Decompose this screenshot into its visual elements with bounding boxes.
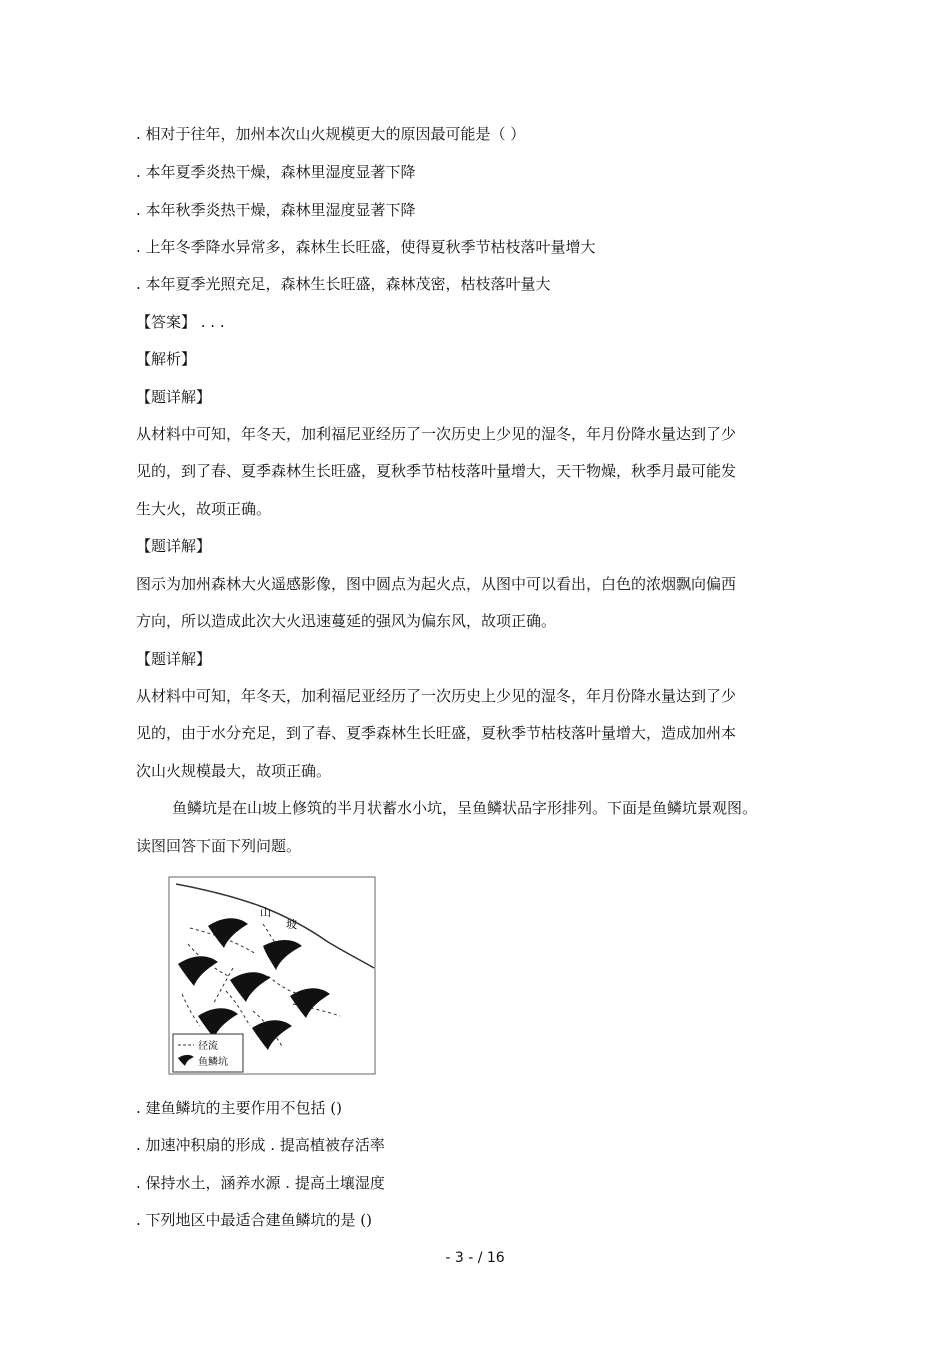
- slope-label: 山: [260, 906, 271, 919]
- legend-runoff-label: 径流: [198, 1041, 218, 1052]
- analysis-heading: 【解析】: [136, 350, 197, 368]
- paragraph-line: 次山火规模最大，故项正确。: [136, 762, 332, 780]
- option-line: . 本年夏季炎热干燥，森林里湿度显著下降: [136, 163, 416, 181]
- option-line: . 保持水土，涵养水源 . 提高土壤湿度: [136, 1174, 385, 1192]
- option-line: . 本年夏季光照充足，森林生长旺盛，森林茂密，枯枝落叶量大: [136, 275, 551, 293]
- option-line: . 上年冬季降水异常多，森林生长旺盛，使得夏秋季节枯枝落叶量增大: [136, 238, 596, 256]
- detail-heading: 【题详解】: [136, 388, 212, 406]
- intro-line: 鱼鳞坑是在山坡上修筑的半月状蓄水小坑，呈鱼鳞状品字形排列。下面是鱼鳞坑景观图。: [172, 799, 758, 817]
- answer-line: 【答案】 . . .: [136, 313, 225, 331]
- question-stem: . 建鱼鳞坑的主要作用不包括 (): [136, 1099, 343, 1117]
- fish-scale-pit-figure: [168, 876, 378, 1076]
- question-stem: . 下列地区中最适合建鱼鳞坑的是 (): [136, 1211, 373, 1229]
- paragraph-line: 图示为加州森林大火遥感影像，图中圆点为起火点，从图中可以看出，白色的浓烟飘向偏西: [136, 575, 737, 593]
- option-line: . 本年秋季炎热干燥，森林里湿度显著下降: [136, 201, 416, 219]
- paragraph-line: 从材料中可知，年冬天，加利福尼亚经历了一次历史上少见的湿冬，年月份降水量达到了少: [136, 425, 737, 443]
- intro-line: 读图回答下面下列问题。: [136, 837, 302, 855]
- paragraph-line: 见的，由于水分充足，到了春、夏季森林生长旺盛，夏秋季节枯枝落叶量增大，造成加州本: [136, 724, 737, 742]
- detail-heading: 【题详解】: [136, 650, 212, 668]
- paragraph-line: 生大火，故项正确。: [136, 500, 272, 518]
- detail-heading: 【题详解】: [136, 537, 212, 555]
- option-line: . 加速冲积扇的形成 . 提高植被存活率: [136, 1136, 385, 1154]
- legend-pit-label: 鱼鳞坑: [198, 1057, 228, 1068]
- paragraph-line: 从材料中可知，年冬天，加利福尼亚经历了一次历史上少见的湿冬，年月份降水量达到了少: [136, 687, 737, 705]
- paragraph-line: 方向，所以造成此次大火迅速蔓延的强风为偏东风，故项正确。: [136, 612, 557, 630]
- slope-label: 坡: [286, 918, 297, 931]
- question-stem: . 相对于往年，加州本次山火规模更大的原因最可能是（ ）: [136, 125, 526, 143]
- page-number: - 3 - / 16: [445, 1250, 505, 1266]
- paragraph-line: 见的，到了春、夏季森林生长旺盛，夏秋季节枯枝落叶量增大，天干物燥，秋季月最可能发: [136, 462, 737, 480]
